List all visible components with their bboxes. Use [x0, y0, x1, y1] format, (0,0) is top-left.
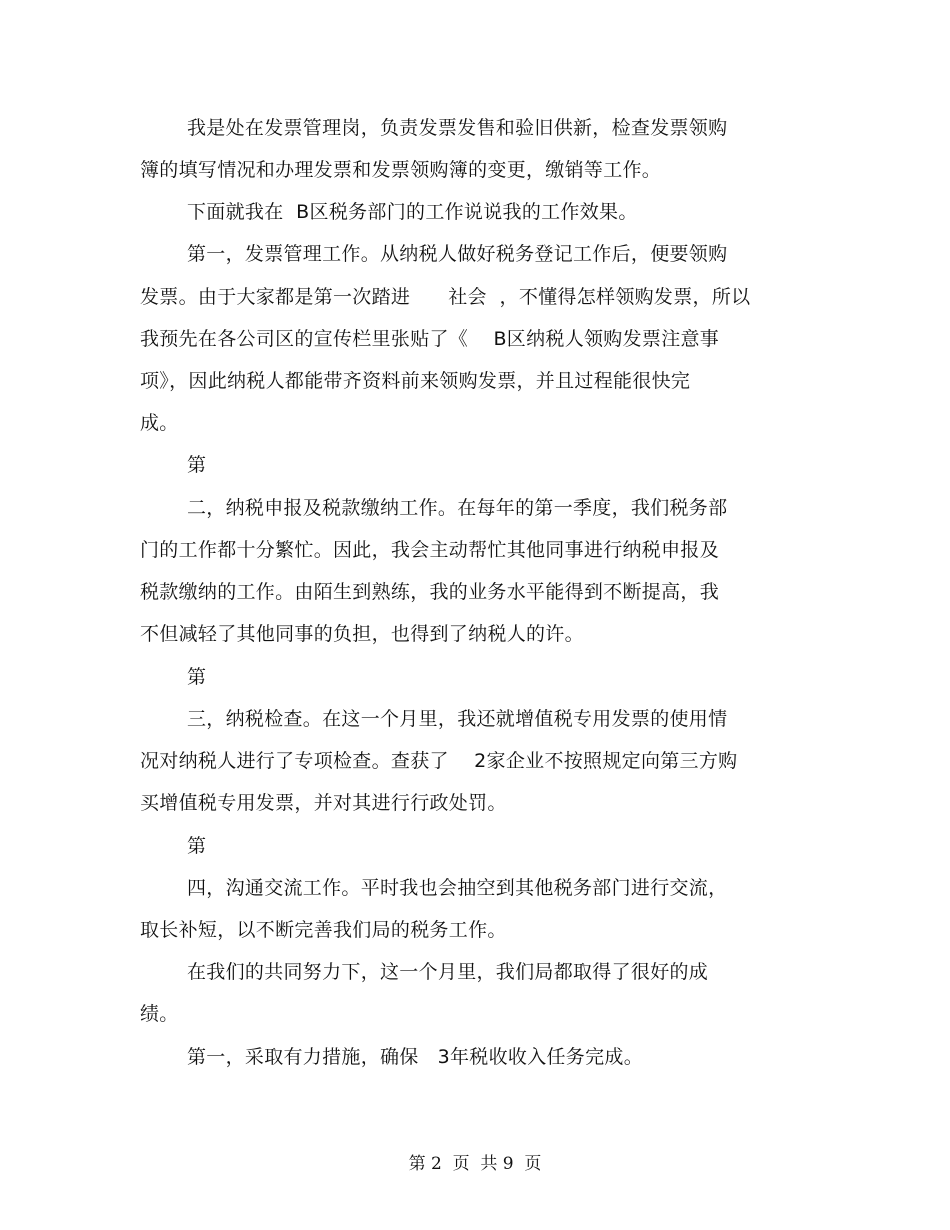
text-line: 第一，发票管理工作。从纳税人做好税务登记工作后，便要领购 — [187, 243, 728, 265]
text-line: 下面就我在 B区税务部门的工作说说我的工作效果。 — [187, 201, 638, 223]
text-line: 三，纳税检查。在这一个月里，我还就增值税专用发票的使用情 — [187, 708, 728, 730]
text-line: 第一，采取有力措施，确保 3年税收收入任务完成。 — [187, 1046, 644, 1068]
text-line: 绩。 — [140, 1003, 179, 1025]
text-line: 二，纳税申报及税款缴纳工作。在每年的第一季度，我们税务部 — [187, 497, 728, 519]
text-line: 我预先在各公司区的宣传栏里张贴了《 B区纳税人领购发票注意事 — [140, 328, 720, 350]
text-line: 取长补短，以不断完善我们局的税务工作。 — [140, 919, 507, 941]
text-line: 买增值税专用发票，并对其进行行政处罚。 — [140, 792, 507, 814]
text-line: 发票。由于大家都是第一次踏进 社会 ，不懂得怎样领购发票，所以 — [140, 286, 751, 308]
text-line: 在我们的共同努力下，这一个月里，我们局都取得了很好的成 — [187, 961, 709, 983]
text-line: 项》，因此纳税人都能带齐资料前来领购发票，并且过程能很快完 — [140, 370, 691, 392]
text-line: 第 — [187, 454, 207, 476]
text-line: 第 — [187, 835, 207, 857]
text-line: 我是处在发票管理岗，负责发票发售和验旧供新，检查发票领购 — [187, 117, 728, 139]
page-number-footer: 第 2 页 共 9 页 — [408, 1154, 542, 1174]
text-line: 四，沟通交流工作。平时我也会抽空到其他税务部门进行交流， — [187, 877, 728, 899]
text-line: 门的工作都十分繁忙。因此，我会主动帮忙其他同事进行纳税申报及 — [140, 539, 720, 561]
text-line: 况对纳税人进行了专项检查。查获了 2家企业不按照规定向第三方购 — [140, 750, 738, 772]
text-line: 第 — [187, 666, 207, 688]
text-line: 簿的填写情况和办理发票和发票领购簿的变更，缴销等工作。 — [140, 159, 662, 181]
text-line: 成。 — [140, 412, 179, 434]
text-line: 税款缴纳的工作。由陌生到熟练，我的业务水平能得到不断提高，我 — [140, 581, 720, 603]
text-line: 不但减轻了其他同事的负担，也得到了纳税人的许。 — [140, 623, 584, 645]
